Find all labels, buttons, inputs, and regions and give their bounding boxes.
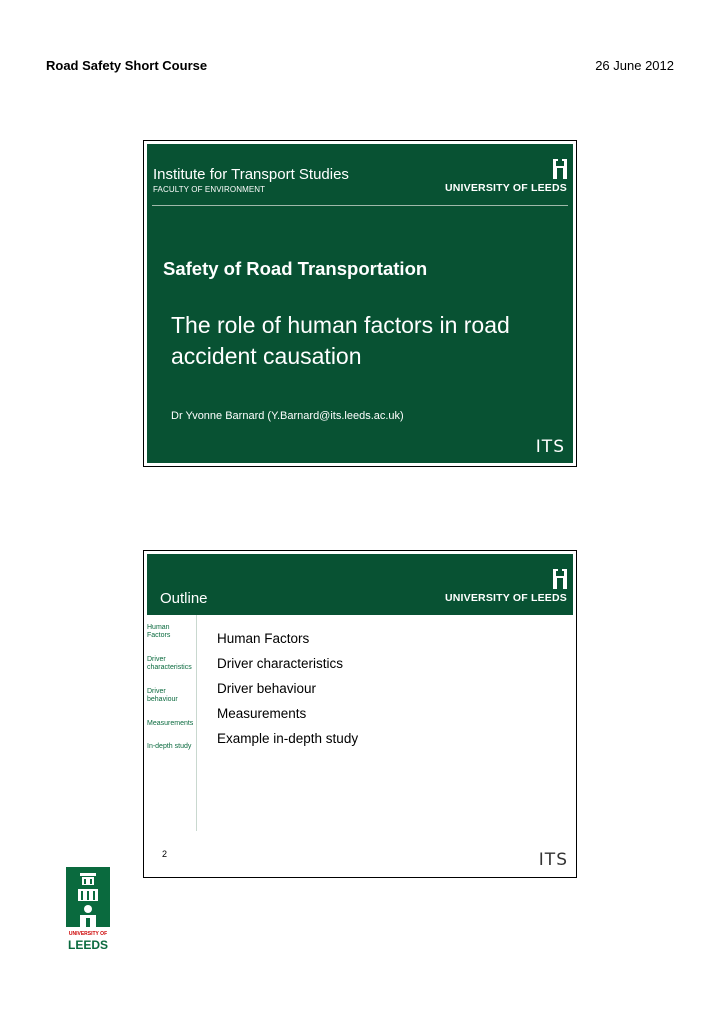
divider-line xyxy=(152,205,568,206)
sidebar-item-human-factors: Human Factors xyxy=(147,624,171,639)
institute-name: Institute for Transport Studies xyxy=(153,166,349,183)
parkinson-tower-icon xyxy=(553,569,567,589)
university-logo-text: UNIVERSITY OF LEEDS xyxy=(444,182,567,194)
slide-2-header-band xyxy=(147,554,573,615)
logo-text-university-of: UNIVERSITY OF xyxy=(68,931,108,937)
outline-item-driver-behaviour: Driver behaviour xyxy=(217,681,317,696)
presentation-subtitle: The role of human factors in road accident causation xyxy=(171,312,510,369)
faculty-name: FACULTY OF ENVIRONMENT xyxy=(153,185,266,194)
slide-2 xyxy=(143,550,577,878)
outline-item-measurements: Measurements xyxy=(217,706,307,721)
university-logo-text: UNIVERSITY OF LEEDS xyxy=(444,592,567,604)
sidebar-divider xyxy=(196,615,197,831)
outline-item-in-depth-study: Example in-depth study xyxy=(217,731,359,746)
its-logo: ITS xyxy=(535,437,565,457)
parkinson-tower-icon xyxy=(553,159,567,179)
header-date: 26 June 2012 xyxy=(595,58,674,73)
outline-item-driver-characteristics: Driver characteristics xyxy=(217,656,344,671)
logo-text-leeds: LEEDS xyxy=(67,938,108,952)
slide-1-background xyxy=(147,144,573,463)
sidebar-item-driver-behaviour: Driver behaviour xyxy=(147,688,178,703)
outline-heading: Outline xyxy=(160,590,208,607)
university-logo xyxy=(445,569,567,604)
sidebar-item-driver-characteristics: Driver characteristics xyxy=(147,656,192,671)
outline-item-human-factors: Human Factors xyxy=(217,631,310,646)
page-number: 2 xyxy=(162,849,168,859)
sidebar-item-in-depth-study: In-depth study xyxy=(147,743,192,750)
sidebar-item-measurements: Measurements xyxy=(147,720,194,727)
its-logo: ITS xyxy=(538,850,568,870)
header-course-title: Road Safety Short Course xyxy=(46,58,208,73)
presentation-title: Safety of Road Transportation xyxy=(163,258,428,279)
author-line: Dr Yvonne Barnard (Y.Barnard@its.leeds.ac.uk) xyxy=(171,410,404,422)
slide-1 xyxy=(143,140,577,467)
university-logo xyxy=(445,159,567,194)
university-of-leeds-logo xyxy=(66,867,110,955)
